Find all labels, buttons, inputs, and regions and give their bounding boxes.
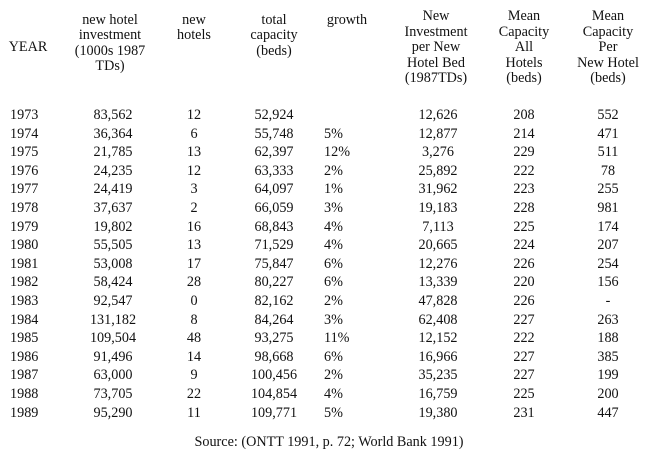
cell-mean-capacity-new: 199 (597, 367, 619, 384)
cell-mean-capacity-new: 255 (597, 181, 619, 198)
cell-investment-per-bed: 12,877 (418, 125, 458, 142)
cell-mean-capacity-all: 225 (513, 218, 535, 235)
cell-total-capacity: 63,333 (254, 162, 294, 179)
cell-mean-capacity-all: 227 (513, 311, 535, 328)
cell-new-hotels: 22 (186, 386, 202, 402)
cell-total-capacity: 100,456 (250, 367, 298, 384)
cell-investment: 24,419 (93, 181, 133, 198)
cell-growth: 3% (324, 200, 343, 216)
table-row (0, 236, 658, 254)
cell-new-hotels: 0 (190, 293, 198, 309)
table-row (0, 385, 658, 403)
cell-mean-capacity-new: 263 (597, 311, 619, 328)
cell-year: 1978 (10, 200, 39, 216)
cell-investment-per-bed: 12,626 (418, 107, 458, 123)
cell-mean-capacity-all: 208 (513, 107, 535, 123)
cell-mean-capacity-all: 229 (513, 144, 535, 161)
table-row (0, 143, 658, 161)
cell-mean-capacity-new: 254 (597, 255, 619, 272)
header-new-hotel-investment: new hotel investment (1000s 1987 TDs) (74, 12, 146, 75)
cell-new-hotels: 9 (190, 367, 198, 384)
table-row (0, 106, 658, 124)
header-new-hotels: new hotels (177, 12, 211, 44)
cell-growth: 11% (324, 330, 350, 347)
cell-total-capacity: 64,097 (254, 181, 294, 198)
cell-investment-per-bed: 25,892 (418, 162, 458, 179)
cell-mean-capacity-all: 222 (513, 162, 535, 179)
cell-year: 1981 (10, 255, 39, 272)
cell-investment-per-bed: 31,962 (418, 181, 458, 198)
cell-mean-capacity-new: 511 (597, 144, 619, 161)
cell-mean-capacity-new: 188 (597, 330, 619, 347)
cell-investment-per-bed: 19,380 (418, 404, 458, 421)
cell-total-capacity: 98,668 (254, 348, 294, 365)
cell-investment: 109,504 (89, 330, 137, 347)
header-growth: growth (326, 12, 368, 28)
table-row (0, 292, 658, 310)
table-row (0, 404, 658, 422)
cell-total-capacity: 82,162 (254, 293, 294, 309)
cell-mean-capacity-all: 220 (513, 274, 535, 291)
cell-year: 1988 (10, 386, 39, 402)
table-row (0, 199, 658, 217)
cell-growth: 2% (324, 293, 343, 309)
cell-new-hotels: 2 (190, 200, 198, 216)
cell-investment: 92,547 (93, 293, 133, 309)
cell-total-capacity: 62,397 (254, 144, 294, 161)
cell-year: 1986 (10, 348, 39, 365)
cell-total-capacity: 104,854 (250, 386, 298, 402)
cell-mean-capacity-new: 78 (600, 162, 616, 179)
cell-new-hotels: 11 (187, 404, 201, 421)
cell-investment-per-bed: 20,665 (418, 237, 458, 254)
cell-mean-capacity-new: 174 (597, 218, 619, 235)
cell-year: 1989 (10, 404, 39, 421)
cell-investment-per-bed: 19,183 (418, 200, 458, 216)
cell-investment: 73,705 (93, 386, 133, 402)
cell-mean-capacity-all: 224 (513, 237, 535, 254)
cell-total-capacity: 109,771 (250, 404, 298, 421)
cell-growth: 6% (324, 255, 343, 272)
cell-mean-capacity-new: 207 (597, 237, 619, 254)
table-row (0, 162, 658, 180)
cell-growth: 3% (324, 311, 343, 328)
cell-mean-capacity-new: 156 (597, 274, 619, 291)
cell-investment: 63,000 (93, 367, 133, 384)
table-row (0, 255, 658, 273)
cell-total-capacity: 80,227 (254, 274, 294, 291)
cell-new-hotels: 17 (186, 255, 202, 272)
cell-total-capacity: 93,275 (254, 330, 294, 347)
cell-investment-per-bed: 7,113 (422, 218, 454, 235)
cell-investment: 91,496 (93, 348, 133, 365)
header-mean-capacity-all-hotels: Mean Capacity All Hotels (beds) (498, 8, 550, 87)
cell-year: 1980 (10, 237, 39, 254)
cell-mean-capacity-all: 226 (513, 293, 535, 309)
cell-mean-capacity-new: 552 (597, 107, 619, 123)
header-year: YEAR (8, 39, 48, 56)
cell-total-capacity: 55,748 (254, 125, 294, 142)
cell-investment: 131,182 (89, 311, 137, 328)
cell-new-hotels: 3 (190, 181, 198, 198)
cell-year: 1985 (10, 330, 39, 347)
cell-mean-capacity-all: 225 (513, 386, 535, 402)
cell-mean-capacity-new: - (605, 293, 611, 309)
cell-year: 1975 (10, 144, 39, 161)
cell-mean-capacity-new: 385 (597, 348, 619, 365)
cell-total-capacity: 75,847 (254, 255, 294, 272)
cell-mean-capacity-new: 981 (597, 200, 619, 216)
header-mean-capacity-new-hotel: Mean Capacity Per New Hotel (beds) (577, 8, 639, 87)
cell-new-hotels: 16 (186, 218, 202, 235)
cell-growth: 5% (324, 404, 343, 421)
cell-mean-capacity-all: 227 (513, 367, 535, 384)
cell-investment: 21,785 (93, 144, 133, 161)
cell-growth: 1% (324, 181, 343, 198)
cell-mean-capacity-all: 231 (513, 404, 535, 421)
cell-growth: 5% (324, 125, 343, 142)
cell-investment: 24,235 (93, 162, 133, 179)
cell-investment-per-bed: 16,759 (418, 386, 458, 402)
cell-total-capacity: 84,264 (254, 311, 294, 328)
cell-new-hotels: 14 (186, 348, 202, 365)
cell-investment-per-bed: 12,276 (418, 255, 458, 272)
cell-new-hotels: 6 (190, 125, 198, 142)
cell-year: 1979 (10, 218, 39, 235)
cell-investment: 95,290 (93, 404, 133, 421)
table-row (0, 329, 658, 347)
cell-year: 1984 (10, 311, 39, 328)
cell-new-hotels: 12 (186, 107, 202, 123)
cell-mean-capacity-all: 214 (513, 125, 535, 142)
cell-investment-per-bed: 3,276 (422, 144, 454, 161)
cell-year: 1983 (10, 293, 39, 309)
cell-new-hotels: 8 (190, 311, 198, 328)
cell-year: 1973 (10, 107, 39, 123)
cell-total-capacity: 66,059 (254, 200, 294, 216)
cell-mean-capacity-all: 228 (513, 200, 535, 216)
cell-year: 1974 (10, 125, 39, 142)
cell-total-capacity: 52,924 (254, 107, 294, 123)
cell-growth: 4% (324, 218, 343, 235)
cell-total-capacity: 71,529 (254, 237, 294, 254)
table-row (0, 218, 658, 236)
header-investment-per-new-bed: New Investment per New Hotel Bed (1987TDs) (404, 8, 468, 87)
table-row (0, 366, 658, 384)
cell-new-hotels: 13 (186, 237, 202, 254)
cell-growth: 2% (324, 367, 343, 384)
cell-new-hotels: 13 (186, 144, 202, 161)
cell-investment: 55,505 (93, 237, 133, 254)
table-row (0, 125, 658, 143)
cell-growth: 12% (324, 144, 351, 161)
cell-investment-per-bed: 62,408 (418, 311, 458, 328)
cell-new-hotels: 48 (186, 330, 202, 347)
cell-mean-capacity-all: 226 (513, 255, 535, 272)
table-row (0, 180, 658, 198)
cell-investment: 19,802 (93, 218, 133, 235)
cell-mean-capacity-new: 447 (597, 404, 619, 421)
cell-investment-per-bed: 47,828 (418, 293, 458, 309)
cell-year: 1987 (10, 367, 39, 384)
cell-year: 1976 (10, 162, 39, 179)
cell-growth: 2% (324, 162, 343, 179)
cell-year: 1982 (10, 274, 39, 291)
cell-investment: 53,008 (93, 255, 133, 272)
cell-growth: 4% (324, 237, 343, 254)
cell-investment: 36,364 (93, 125, 133, 142)
cell-new-hotels: 12 (186, 162, 202, 179)
cell-investment: 58,424 (93, 274, 133, 291)
cell-investment-per-bed: 16,966 (418, 348, 458, 365)
table-row (0, 273, 658, 291)
cell-growth: 4% (324, 386, 343, 402)
cell-mean-capacity-all: 223 (513, 181, 535, 198)
cell-investment-per-bed: 35,235 (418, 367, 458, 384)
cell-growth: 6% (324, 348, 343, 365)
table-row (0, 311, 658, 329)
source-note: Source: (ONTT 1991, p. 72; World Bank 1991) (194, 434, 464, 450)
cell-year: 1977 (10, 181, 39, 198)
cell-mean-capacity-new: 200 (597, 386, 619, 402)
cell-investment-per-bed: 12,152 (418, 330, 458, 347)
cell-mean-capacity-all: 222 (513, 330, 535, 347)
cell-growth: 6% (324, 274, 343, 291)
cell-total-capacity: 68,843 (254, 218, 294, 235)
cell-investment: 37,637 (93, 200, 133, 216)
cell-new-hotels: 28 (186, 274, 202, 291)
cell-investment-per-bed: 13,339 (418, 274, 458, 291)
cell-mean-capacity-all: 227 (513, 348, 535, 365)
cell-mean-capacity-new: 471 (597, 125, 619, 142)
cell-investment: 83,562 (93, 107, 133, 123)
header-total-capacity: total capacity (beds) (250, 12, 298, 59)
table-row (0, 348, 658, 366)
